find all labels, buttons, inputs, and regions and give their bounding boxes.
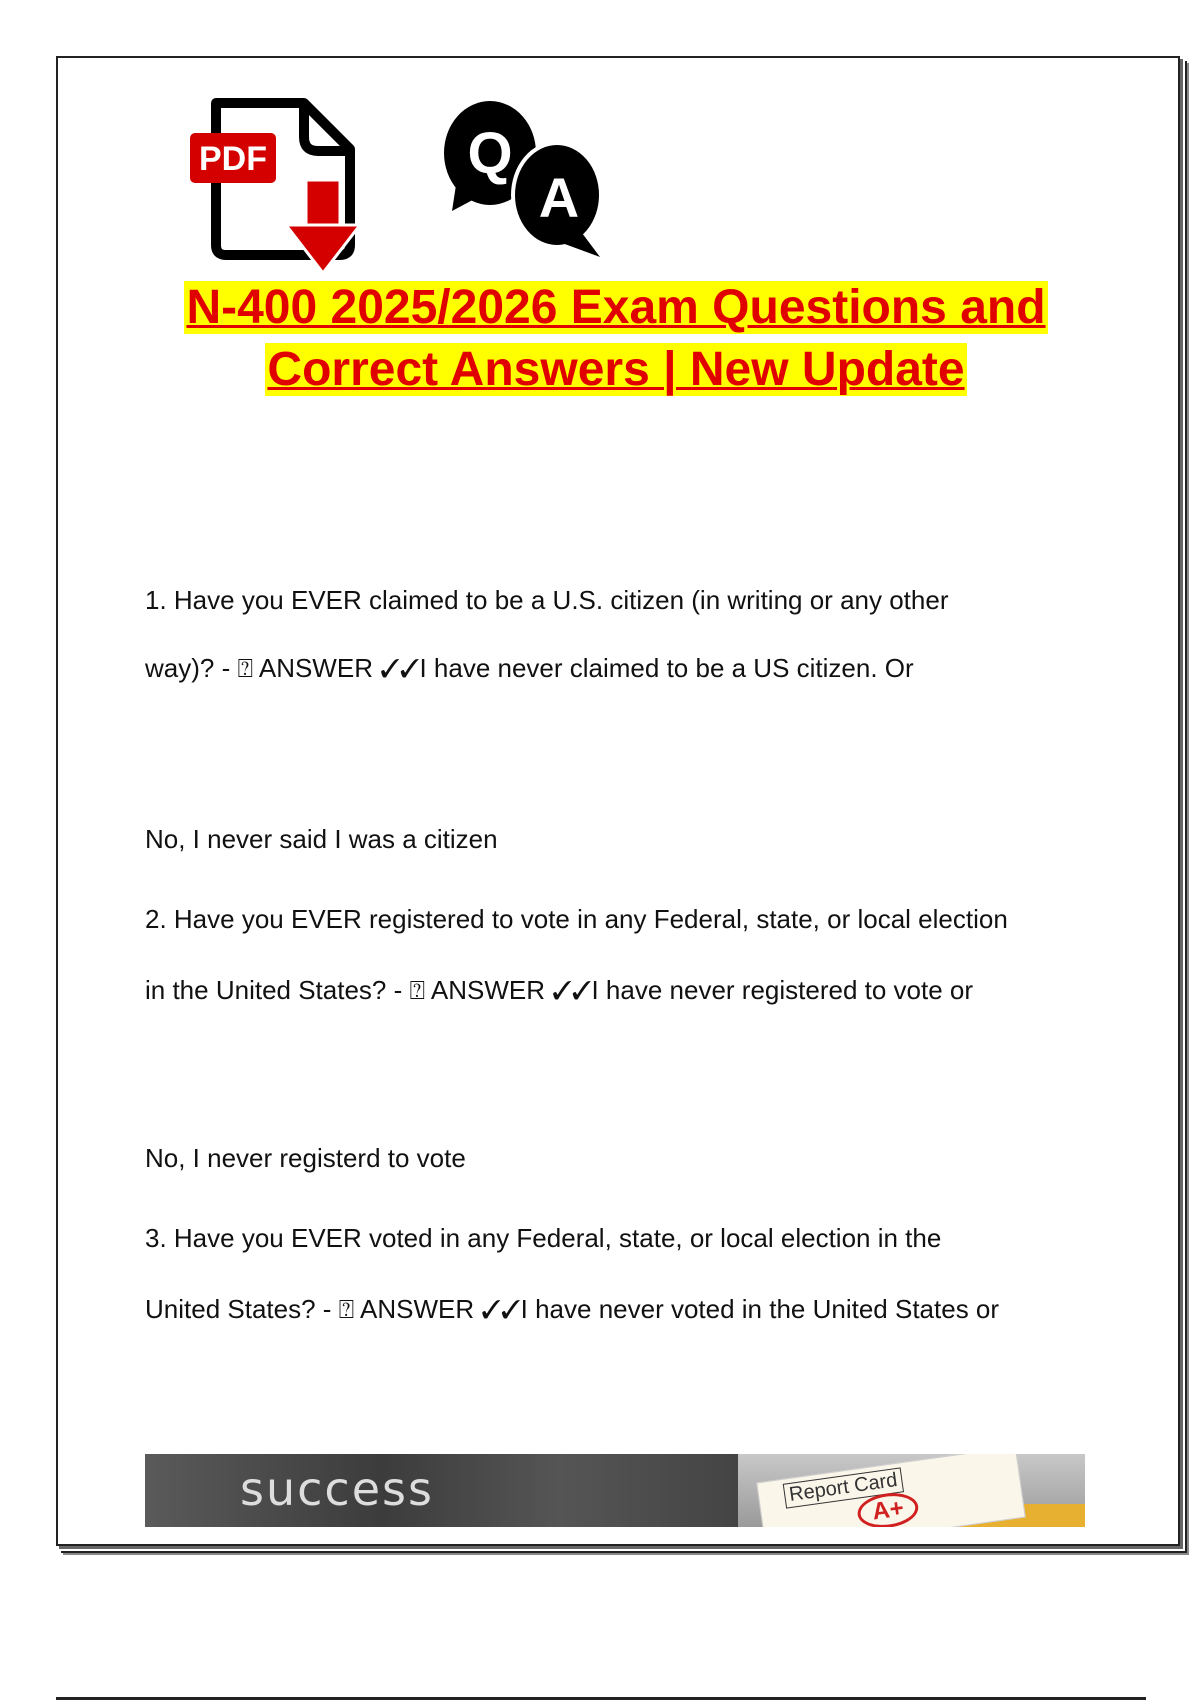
title-line-1 [0, 280, 1200, 335]
answer-1-alt: No, I never said I was a citizen [145, 824, 498, 854]
a-letter: A [538, 166, 580, 229]
question-1-line-2: way)? - ⍰ ANSWER ✓✓I have never claimed to be a US citizen. Or [145, 653, 914, 683]
title-text: N-400 2025/2026 Exam Questions and [186, 281, 1046, 334]
question-2-line-1: 2. Have you EVER registered to vote in any Federal, state, or local election [145, 904, 1008, 934]
qa-chat-icon [442, 95, 612, 265]
question-2-line-2: in the United States? - ⍰ ANSWER ✓✓I have never registered to vote or [145, 975, 974, 1005]
question-3-line-2: United States? - ⍰ ANSWER ✓✓I have never voted in the United States or [145, 1294, 1000, 1324]
report-card-label: Report Card [783, 1467, 904, 1508]
question-1-line-1: 1. Have you EVER claimed to be a U.S. citizen (in writing or any other [145, 585, 949, 615]
question-3-line-1: 3. Have you EVER voted in any Federal, state, or local election in the [145, 1223, 942, 1253]
title-text: Correct Answers | New Update [267, 343, 965, 396]
answer-2-alt: No, I never registerd to vote [145, 1143, 466, 1173]
q-letter: Q [467, 121, 513, 186]
title-line-2 [0, 342, 1200, 397]
success-banner-image [145, 1454, 1085, 1527]
pdf-badge-text: PDF [199, 140, 267, 178]
success-word: success [240, 1462, 434, 1516]
report-card [756, 1454, 1025, 1527]
success-chalkboard-image [145, 1454, 738, 1527]
report-card-image [738, 1454, 1085, 1527]
grade-mark: A+ [855, 1489, 920, 1527]
pdf-download-icon [186, 95, 378, 277]
